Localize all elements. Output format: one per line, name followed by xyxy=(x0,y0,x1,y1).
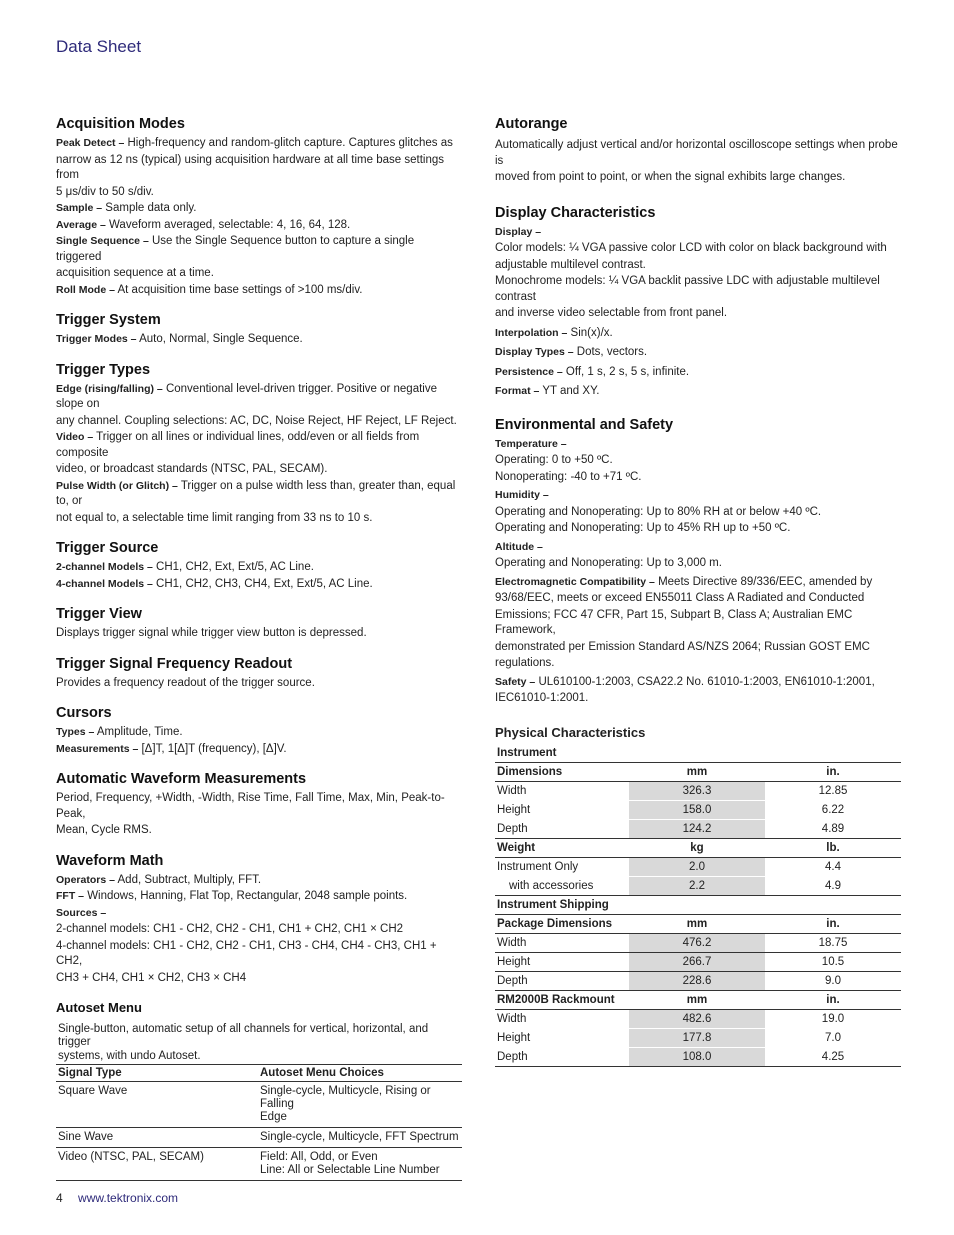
table-cell: 9.0 xyxy=(765,972,901,991)
term-text: not equal to, a selectable time limit ranging from 33 ns to 10 s. xyxy=(56,511,373,524)
term-text: Amplitude, Time. xyxy=(94,726,183,738)
section-automatic-waveform-measurements xyxy=(56,770,462,839)
column-header: lb. xyxy=(765,839,901,858)
table-row xyxy=(495,1010,901,1029)
term-text: Add, Subtract, Multiply, FFT. xyxy=(114,873,262,886)
table-cell: 228.6 xyxy=(629,972,765,991)
term-label: Video – xyxy=(56,431,94,443)
table-cell: Depth xyxy=(495,1048,629,1067)
section-waveform-math xyxy=(56,852,462,987)
table-row xyxy=(495,782,901,801)
term-label: Edge (rising/falling) – xyxy=(56,382,163,395)
left-column xyxy=(56,115,462,1194)
column-header: in. xyxy=(765,763,901,782)
table-row xyxy=(495,858,901,877)
term-text: Operating: 0 to +50 ºC. xyxy=(495,454,613,466)
section-heading: Physical Characteristics xyxy=(495,724,646,740)
term-text: 2-channel models: CH1 - CH2, CH2 - CH1, CH1 + CH2, CH1 × CH2 xyxy=(56,923,404,935)
section-heading: Cursors xyxy=(56,705,112,721)
table-cell: Depth xyxy=(495,972,629,991)
section-heading: Trigger Signal Frequency Readout xyxy=(56,655,293,672)
section-environmental-safety xyxy=(495,416,901,707)
section-trigger-frequency-readout xyxy=(56,655,462,692)
term-text: Trigger on a pulse width less than, greater than, equal to, or xyxy=(56,479,456,507)
term-text: Auto, Normal, Single Sequence. xyxy=(136,333,303,345)
term-text: Monochrome models: ¼ VGA backlit passive LDC with adjustable multilevel contrast xyxy=(495,275,880,303)
term-label: Sources – xyxy=(56,906,107,919)
table-cell: Width xyxy=(497,785,527,798)
cell-line: Field: All, Odd, or Even xyxy=(260,1151,378,1163)
table-cell: Video (NTSC, PAL, SECAM) xyxy=(56,1148,258,1181)
table-cell: 177.8 xyxy=(629,1029,765,1048)
body-text: Provides a frequency readout of the trigger source. xyxy=(56,676,315,689)
term-text: Color models: ¼ VGA passive color LCD with color on black background with xyxy=(495,242,887,254)
table-cell: Instrument Only xyxy=(497,861,579,874)
body-text: Displays trigger signal while trigger view button is depressed. xyxy=(56,627,367,639)
term-text: Windows, Hanning, Flat Top, Rectangular, 2048 sample points. xyxy=(84,890,408,902)
term-label: Electromagnetic Compatibility – xyxy=(495,575,655,588)
group-header: Instrument xyxy=(495,744,901,763)
term-text: Dots, vectors. xyxy=(573,346,648,358)
term-label: Average – xyxy=(56,218,106,231)
term-text: CH1, CH2, CH3, CH4, Ext, Ext/5, AC Line. xyxy=(152,577,373,590)
table-cell: 6.22 xyxy=(821,804,845,816)
table-cell: 326.3 xyxy=(629,782,765,801)
column-header: mm xyxy=(629,915,765,934)
section-trigger-system xyxy=(56,311,462,348)
section-physical-characteristics xyxy=(495,725,901,1068)
section-cursors xyxy=(56,704,462,757)
term-text: 5 μs/div to 50 s/div. xyxy=(56,185,154,198)
table-cell: Height xyxy=(497,1032,531,1044)
footer-link[interactable]: www.tektronix.com xyxy=(78,1191,179,1205)
term-text: YT and XY. xyxy=(539,385,600,397)
column-header: kg xyxy=(629,839,765,858)
term-text: Operating and Nonoperating: Up to 80% RH at or below +40 ºC. xyxy=(495,505,822,518)
term-text: CH1, CH2, Ext, Ext/5, AC Line. xyxy=(152,561,314,573)
table-cell: 7.0 xyxy=(825,1032,841,1044)
body-text: systems, with undo Autoset. xyxy=(58,1050,201,1062)
term-label: Altitude – xyxy=(495,540,543,553)
table-cell: 2.2 xyxy=(629,877,765,896)
term-text: Nonoperating: -40 to +71 ºC. xyxy=(495,470,642,483)
term-label: Safety – xyxy=(495,675,536,688)
table-cell: 158.0 xyxy=(629,801,765,820)
term-label: Interpolation – xyxy=(495,326,568,339)
term-label: Trigger Modes – xyxy=(56,333,137,345)
table-cell: 4.9 xyxy=(765,877,901,896)
section-autoset-menu xyxy=(56,999,462,1181)
term-label: 2-channel Models – xyxy=(56,561,153,573)
section-heading: Autorange xyxy=(495,116,568,132)
term-text: Sample data only. xyxy=(102,202,197,214)
term-text: adjustable multilevel contrast. xyxy=(495,258,646,271)
table-cell: 10.5 xyxy=(765,953,901,972)
section-heading: Trigger Source xyxy=(56,540,159,556)
term-label: FFT – xyxy=(56,890,84,902)
term-label: Humidity – xyxy=(495,489,549,501)
cell-line: Single-cycle, Multicycle, Rising or Falling xyxy=(260,1085,431,1110)
table-cell: Height xyxy=(495,953,629,972)
term-text: At acquisition time base settings of >100 ms/div. xyxy=(114,283,363,296)
term-text: Trigger on all lines or individual lines, odd/even or all fields from composite xyxy=(56,431,420,459)
term-label: Format – xyxy=(495,385,540,397)
column-header: RM2000B Rackmount xyxy=(495,991,629,1010)
column-header: Autoset Menu Choices xyxy=(258,1065,462,1082)
term-label: Roll Mode – xyxy=(56,283,115,296)
term-text: any channel. Coupling selections: AC, DC, Noise Reject, HF Reject, LF Reject. xyxy=(56,414,457,427)
page-footer xyxy=(56,1191,178,1205)
column-header: mm xyxy=(629,991,765,1010)
section-heading: Trigger Types xyxy=(56,361,151,378)
term-text: Waveform averaged, selectable: 4, 16, 64, 128. xyxy=(105,218,351,231)
table-cell: 266.7 xyxy=(629,953,765,972)
table-cell: 482.6 xyxy=(629,1010,765,1029)
table-row xyxy=(495,934,901,953)
body-text: moved from point to point, or when the signal exhibits large changes. xyxy=(495,171,846,183)
term-text: video, or broadcast standards (NTSC, PAL, SECAM). xyxy=(56,463,328,475)
term-text: 4-channel models: CH1 - CH2, CH2 - CH1, CH3 - CH4, CH4 - CH3, CH1 + CH2, xyxy=(56,939,437,967)
table-cell: Square Wave xyxy=(56,1082,258,1128)
section-heading: Autoset Menu xyxy=(56,1000,142,1015)
table-cell: Depth xyxy=(495,820,629,839)
term-text: 93/68/EEC, meets or exceed EN55011 Class A Radiated and Conducted xyxy=(495,592,865,604)
body-text: Period, Frequency, +Width, -Width, Rise Time, Fall Time, Max, Min, Peak-to-Peak, xyxy=(56,792,445,820)
term-label: Peak Detect – xyxy=(56,137,125,149)
term-text: narrow as 12 ns (typical) using acquisition hardware at all time base settings from xyxy=(56,153,444,181)
table-row xyxy=(56,1148,462,1181)
table-row xyxy=(495,1029,901,1048)
column-header: Weight xyxy=(495,839,629,858)
table-cell: 19.0 xyxy=(821,1013,845,1026)
term-label: Display Types – xyxy=(495,346,574,358)
term-label: Persistence – xyxy=(495,365,563,378)
section-heading: Acquisition Modes xyxy=(56,116,185,132)
section-autorange xyxy=(495,115,901,186)
table-cell: 124.2 xyxy=(629,820,765,839)
table-row xyxy=(495,801,901,820)
section-heading: Environmental and Safety xyxy=(495,416,674,433)
term-text: regulations. xyxy=(495,657,555,669)
section-heading: Trigger View xyxy=(56,606,142,622)
autoset-table xyxy=(56,1064,462,1181)
page-header-title: Data Sheet xyxy=(56,37,142,56)
table-cell: 476.2 xyxy=(629,934,765,953)
term-label: Measurements – xyxy=(56,742,139,755)
table-cell: Width xyxy=(497,1013,527,1026)
section-trigger-view xyxy=(56,605,462,642)
term-text: demonstrated per Emission Standard AS/NZS 2064; Russian GOST EMC xyxy=(495,640,870,653)
term-label: Operators – xyxy=(56,873,115,886)
body-text: Mean, Cycle RMS. xyxy=(56,824,152,836)
term-text: CH3 + CH4, CH1 × CH2, CH3 × CH4 xyxy=(56,971,247,984)
term-text: Emissions; FCC 47 CFR, Part 15, Subpart B, Class A; Australian EMC Framework, xyxy=(495,608,853,636)
term-text: acquisition sequence at a time. xyxy=(56,267,214,279)
term-text: UL610100-1:2003, CSA22.2 No. 61010-1:2003, EN61010-1:2001, xyxy=(535,675,875,688)
section-trigger-source xyxy=(56,539,462,592)
section-heading: Waveform Math xyxy=(56,852,164,869)
column-header: Package Dimensions xyxy=(495,915,629,934)
term-text: Sin(x)/x. xyxy=(567,326,613,339)
term-text: Operating and Nonoperating: Up to 3,000 m. xyxy=(495,557,722,569)
term-text: and inverse video selectable from front panel. xyxy=(495,307,728,319)
table-row xyxy=(495,1048,901,1067)
body-text: Single-button, automatic setup of all channels for vertical, horizontal, and trigger xyxy=(58,1023,429,1048)
term-text: Operating and Nonoperating: Up to 45% RH up to +50 ºC. xyxy=(495,522,791,534)
page-number: 4 xyxy=(56,1191,63,1205)
term-text: [Δ]T, 1[Δ]T (frequency), [Δ]V. xyxy=(138,742,287,755)
term-label: Types – xyxy=(56,726,95,738)
table-row xyxy=(495,972,901,991)
section-acquisition-modes xyxy=(56,115,462,298)
column-header: in. xyxy=(765,915,901,934)
column-header: mm xyxy=(629,763,765,782)
table-cell: Sine Wave xyxy=(56,1128,258,1148)
table-row xyxy=(56,1128,462,1148)
table-cell: 108.0 xyxy=(629,1048,765,1067)
table-cell: 18.75 xyxy=(765,934,901,953)
table-cell: 4.25 xyxy=(765,1048,901,1067)
table-cell: Width xyxy=(495,934,629,953)
table-cell: 12.85 xyxy=(818,785,848,798)
table-cell: 4.89 xyxy=(765,820,901,839)
table-cell: Height xyxy=(497,804,531,816)
section-heading: Trigger System xyxy=(56,312,161,328)
table-row xyxy=(56,1082,462,1128)
section-heading: Display Characteristics xyxy=(495,204,656,221)
table-row xyxy=(495,877,901,896)
term-text: Off, 1 s, 2 s, 5 s, infinite. xyxy=(562,365,690,378)
table-cell xyxy=(258,1148,462,1181)
term-text: High-frequency and random-glitch capture. Captures glitches as xyxy=(124,137,453,149)
cell-line: Edge xyxy=(260,1111,287,1123)
column-header: Signal Type xyxy=(56,1065,258,1082)
term-text: Meets Directive 89/336/EEC, amended by xyxy=(654,575,873,588)
term-label: Sample – xyxy=(56,202,103,214)
table-row xyxy=(495,953,901,972)
physical-table xyxy=(495,744,901,1068)
table-row xyxy=(495,820,901,839)
table-cell: 2.0 xyxy=(629,858,765,877)
term-label: Single Sequence – xyxy=(56,235,149,247)
column-header: Dimensions xyxy=(495,763,629,782)
cell-line: Line: All or Selectable Line Number xyxy=(260,1164,440,1176)
table-cell: Single-cycle, Multicycle, FFT Spectrum xyxy=(258,1128,462,1148)
term-label: Display – xyxy=(495,225,542,238)
term-text: Conventional level-driven trigger. Positive or negative slope on xyxy=(56,382,437,410)
section-trigger-types xyxy=(56,361,462,527)
right-column xyxy=(495,115,901,1067)
term-text: IEC61010-1:2001. xyxy=(495,692,589,704)
term-label: Pulse Width (or Glitch) – xyxy=(56,479,178,492)
table-cell: 4.4 xyxy=(825,861,841,874)
body-text: Automatically adjust vertical and/or horizontal oscilloscope settings when probe is xyxy=(495,139,898,167)
table-cell: with accessories xyxy=(495,877,629,896)
section-display-characteristics xyxy=(495,204,901,400)
term-text: Use the Single Sequence button to capture a single triggered xyxy=(56,235,415,263)
column-header: in. xyxy=(765,991,901,1010)
group-header: Instrument Shipping xyxy=(495,896,901,915)
term-label: 4-channel Models – xyxy=(56,577,153,590)
table-cell xyxy=(258,1082,462,1128)
section-heading: Automatic Waveform Measurements xyxy=(56,771,307,787)
term-label: Temperature – xyxy=(495,437,567,450)
